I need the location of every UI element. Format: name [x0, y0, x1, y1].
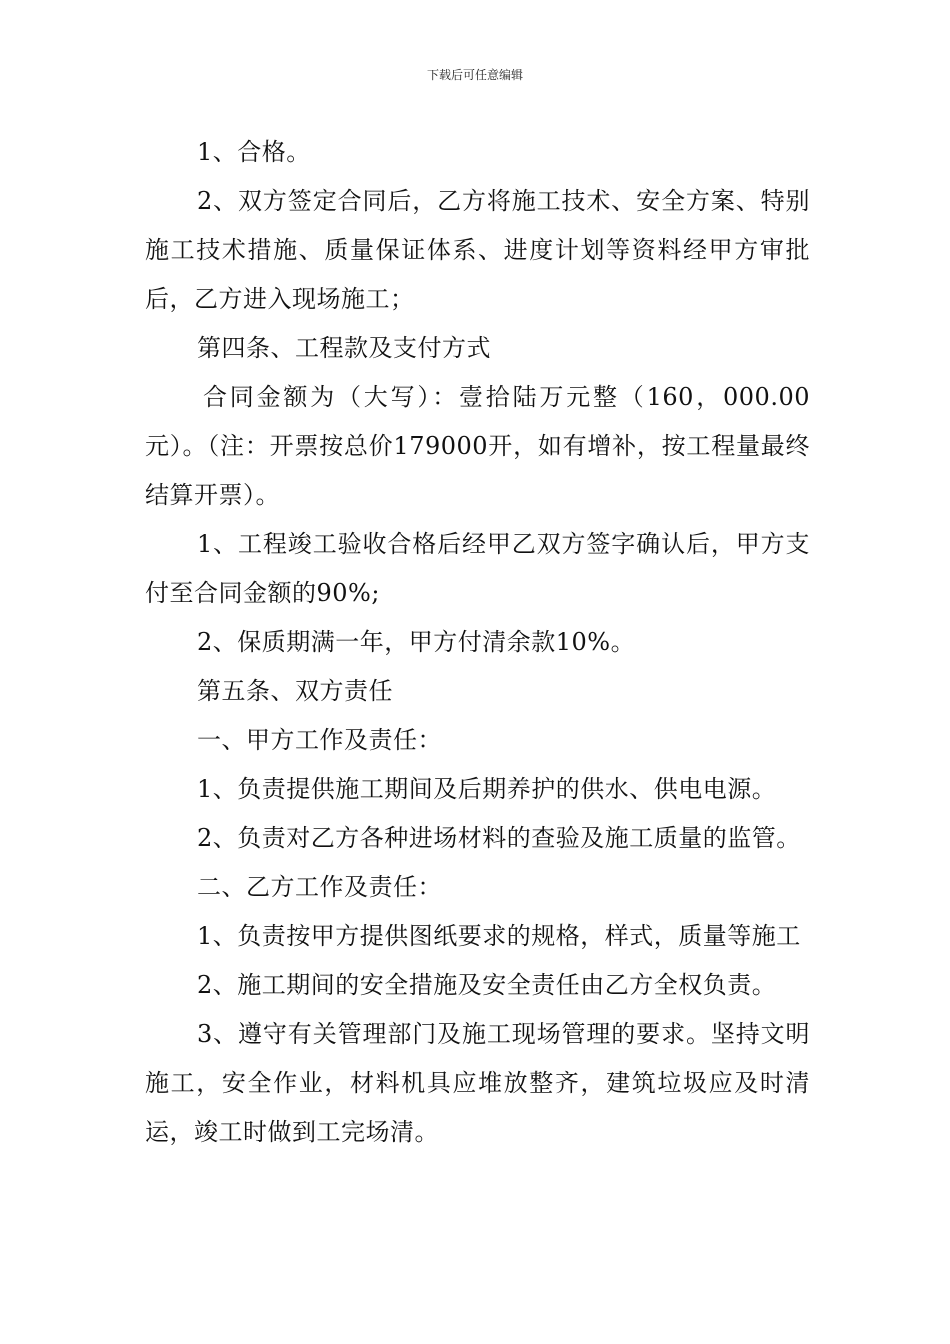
subheading-party-b: 二、乙方工作及责任：	[197, 873, 442, 901]
page-header: 下载后可任意编辑	[426, 68, 523, 82]
paragraph-payment-2: 2、保质期满一年，甲方付清余款10%。	[197, 628, 636, 656]
paragraph-party-b-3: 3、遵守有关管理部门及施工现场管理的要求。坚持文明施工，安全作业，材料机具应堆放整齐，建筑垃圾应及时清运，竣工时做到工完场清。	[145, 1020, 810, 1146]
paragraph-payment-1: 1、工程竣工验收合格后经甲乙双方签字确认后，甲方支付至合同金额的90%;	[145, 530, 810, 607]
paragraph-construction-plan: 2、双方签定合同后，乙方将施工技术、安全方案、特别施工技术措施、质量保证体系、进度计划等资料经甲方审批后，乙方进入现场施工；	[145, 187, 810, 313]
paragraph-contract-amount: 合同金额为（大写）：壹拾陆万元整（160，000.00元）。（注：开票按总价179000开，如有增补，按工程量最终结算开票）。	[145, 383, 810, 509]
section-heading-article-4: 第四条、工程款及支付方式	[197, 334, 491, 362]
paragraph-party-b-1: 1、负责按甲方提供图纸要求的规格，样式，质量等施工	[197, 922, 801, 950]
paragraph-party-a-1: 1、负责提供施工期间及后期养护的供水、供电电源。	[197, 775, 777, 803]
paragraph-acceptance: 1、合格。	[197, 138, 311, 166]
section-heading-article-5: 第五条、双方责任	[197, 677, 393, 705]
subheading-party-a: 一、甲方工作及责任：	[197, 726, 442, 754]
paragraph-party-a-2: 2、负责对乙方各种进场材料的查验及施工质量的监管。	[197, 824, 801, 852]
paragraph-party-b-2: 2、施工期间的安全措施及安全责任由乙方全权负责。	[197, 971, 777, 999]
document-body	[145, 128, 810, 1157]
